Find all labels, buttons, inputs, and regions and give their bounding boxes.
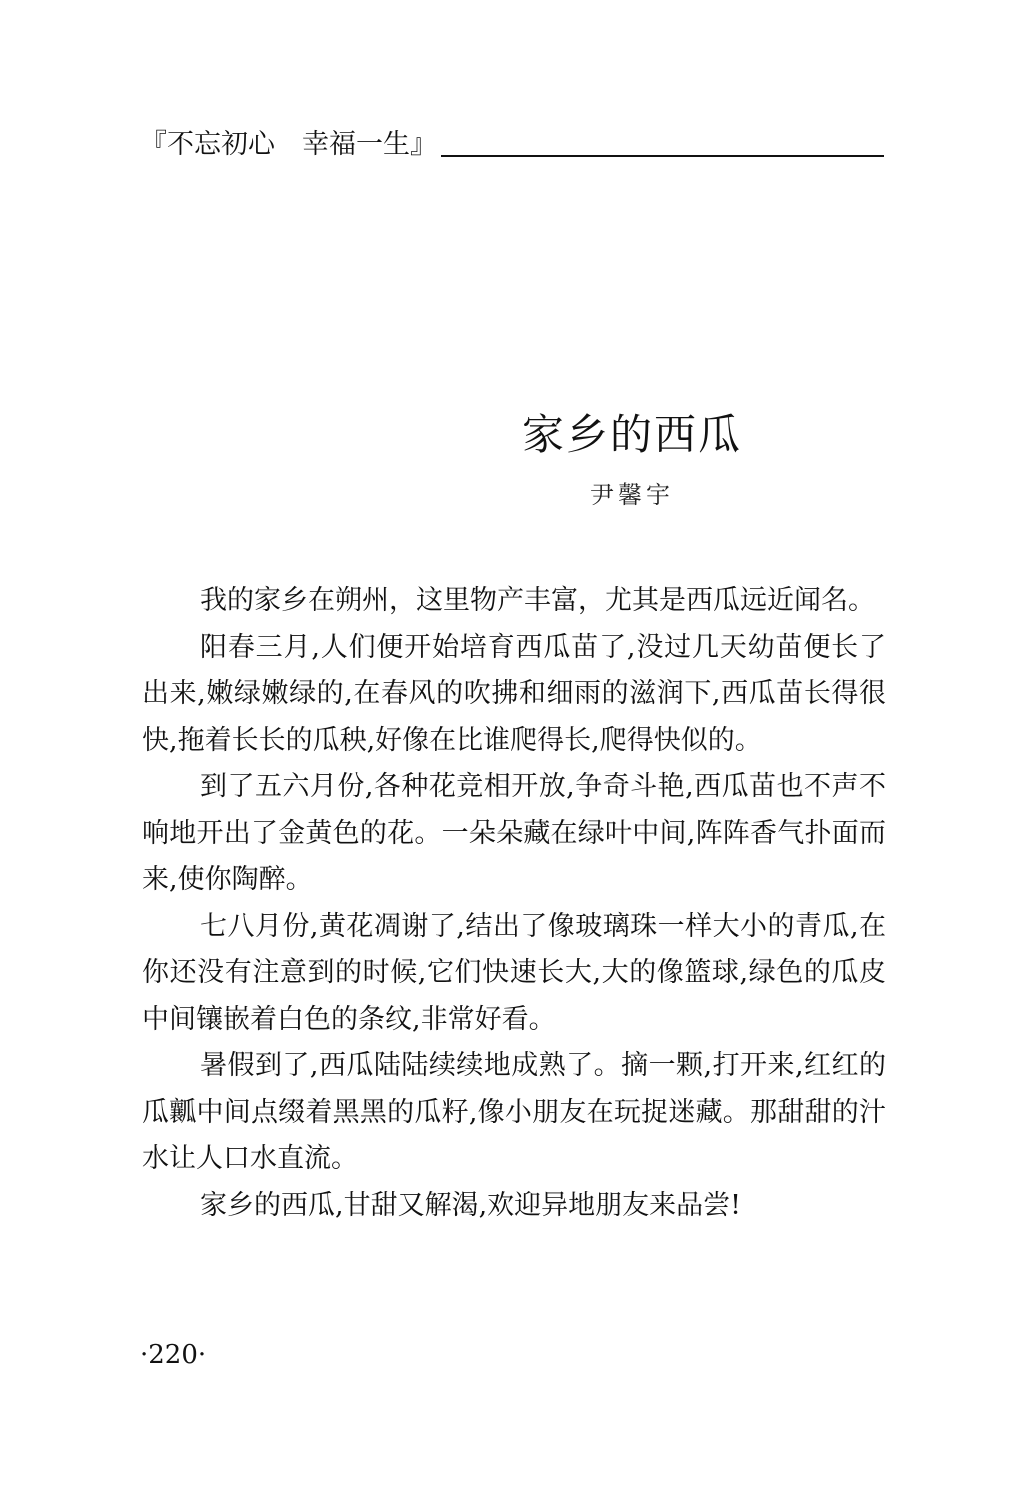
paragraph: 到了五六月份,各种花竞相开放,争奇斗艳,西瓜苗也不声不响地开出了金黄色的花。一朵朵藏在绿叶中间,阵阵香气扑面而来,使你陶醉。 (142, 771, 886, 895)
paragraph: 阳春三月,人们便开始培育西瓜苗了,没过几天幼苗便长了出来,嫩绿嫩绿的,在春风的吹拂和细雨的滋润下,西瓜苗长得很快,拖着长长的瓜秧,好像在比谁爬得长,爬得快似的。 (142, 631, 886, 756)
article-author: 尹馨宇 (590, 481, 674, 509)
page-number: ·220· (140, 1340, 207, 1370)
article-body (142, 578, 886, 1229)
paragraph: 我的家乡在朔州，这里物产丰富，尤其是西瓜远近闻名。 (200, 585, 875, 616)
running-header (140, 128, 884, 160)
article-title: 家乡的西瓜 (522, 410, 743, 459)
paragraph: 暑假到了,西瓜陆陆续续地成熟了。摘一颗,打开来,红红的瓜瓤中间点缀着黑黑的瓜籽,像小朋友在玩捉迷藏。那甜甜的汁水让人口水直流。 (142, 1050, 886, 1174)
running-header-title: 『不忘初心 幸福一生』 (140, 129, 437, 160)
paragraph: 家乡的西瓜,甘甜又解渴,欢迎异地朋友来品尝! (200, 1189, 742, 1221)
header-rule (441, 155, 884, 157)
paragraph: 七八月份,黄花凋谢了,结出了像玻璃珠一样大小的青瓜,在你还没有注意到的时候,它们快速长大,大的像篮球,绿色的瓜皮中间镶嵌着白色的条纹,非常好看。 (142, 910, 886, 1035)
